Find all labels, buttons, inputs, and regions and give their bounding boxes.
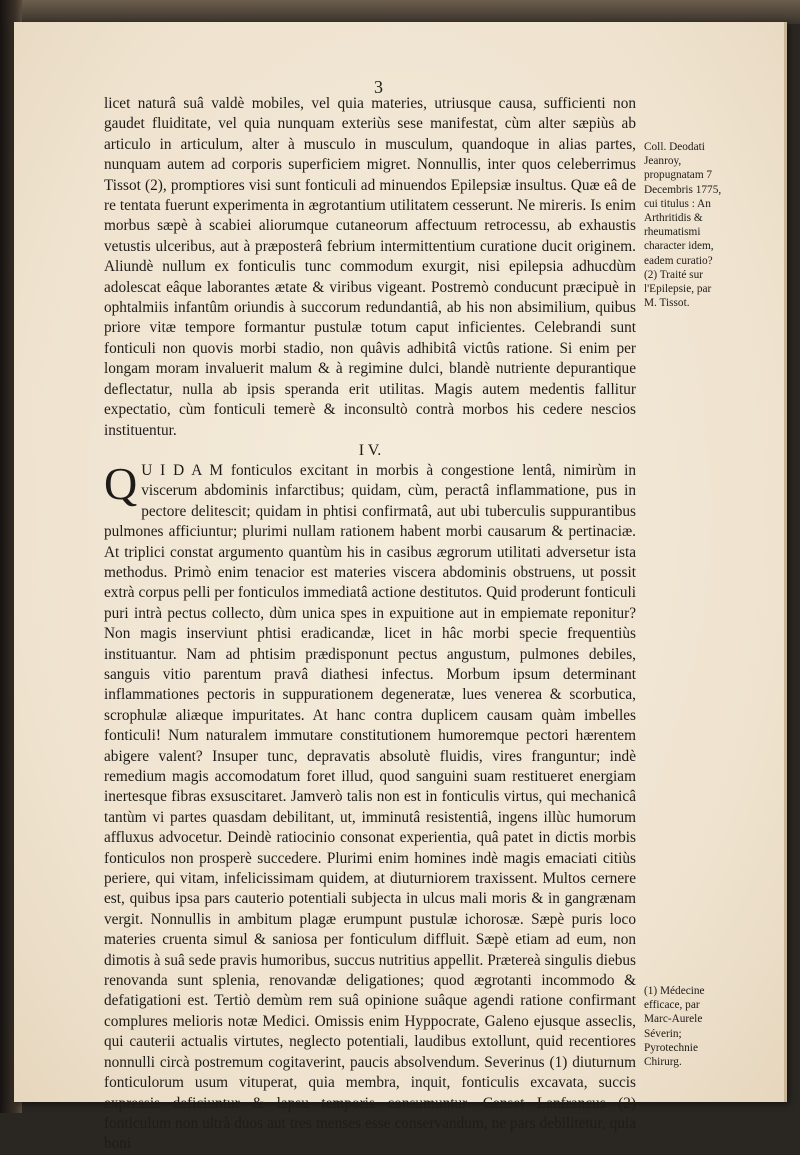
drop-cap: Q — [104, 457, 138, 509]
margin-note-severin — [644, 984, 726, 1069]
main-text-column — [104, 94, 636, 1155]
paragraph-opening-word: U I D A M — [141, 461, 223, 479]
margin-note-text: (1) Médecine efficace, par Marc-Aurele Séverin; Pyrotechnie Chirurg. — [644, 985, 705, 1069]
paragraph-continued: licet naturâ suâ valdè mobiles, vel quia materies, utriusque causa, sufficienti non gaudet fluiditate, vel quia nunquam exteriùs sese manifestat, cùm alter sæpiùs ab articulo in articulum, alter à musculo in musculum, quandoque in alias partes, nunquam autem ad corporis superficiem migret. Nonnullis, inter quos celeberrimus Tissot (2), promptiores visi sunt fonticuli ad minuendos Epilepsiæ insultus. Quæ eâ de re tentata fuerunt experimenta in ægrotantium utilitatem cesserunt. Ne mireris. Is enim morbus sæpè à scabiei aliorumque cutaneorum affectuum retrocessu, ab exhaustis vetustis ulceribus, aut à præposterâ febrium intermittentium curatione ducit originem. Aliundè nullum ex fonticulis tunc commodum exurgit, nisi epilepsia adhucdùm adolescat eâque laborantes ætate & viribus vigeant. Postremò conducunt præcipuè in ophtalmiis infantûm oriundis à succorum redundantiâ, ab his non absimilium, quibus priore vitæ tempore formantur pustulæ totum caput inficientes. Celebrandi sunt fonticuli non quovis morbi stadio, non quâvis adhibitâ victûs ratione. Si enim per longam moram invaluerit malum & à regimine dulci, blandè nutriente depurantique deflectatur, nulla ab ipsis speranda erit utilitas. Magis autem medentis fallitur expectatio, cùm fonticuli temerè & inconsultò contrà morbos his cedere nescios instituentur. — [104, 95, 636, 439]
page-number: 3 — [374, 77, 383, 97]
margin-note-citation — [644, 140, 726, 268]
margin-note-text: (2) Traité sur l'Epilepsie, par M. Tissot. — [644, 269, 712, 310]
section-heading: I V. — [358, 441, 382, 459]
paragraph-section-iv — [104, 457, 636, 1155]
margin-note-tissot — [644, 268, 726, 311]
document-page — [14, 22, 787, 1153]
paragraph-body: fonticulos excitant in morbis à congestione lentâ, nimirùm in viscerum abdominis infarctibus; quidam, cùm, peractâ inflammatione, pus in pectore delitescit; quidam in phtisi confirmatâ, aut ubi tuberculis suppurantibus pulmones afficiuntur; plurimi nullam rationem habent morbi causarum & pertinaciæ. At triplici constat argumento quantùm his in casibus ægrorum utilitati adversetur ista methodus. Primò enim tenacior est materies viscera abdominis obstruens, ut possit extrà corpus pelli per fonticulos immediatâ actione destitutos. Quid proderunt fonticuli puri intrà pectus collecto, dùm unica spes in expuitione aut in empiemate reponitur? Non magis inserviunt phtisi eradicandæ, licet in hâc morbi specie frequentiùs instituantur. Nam ad phtisim prædisponunt pectus angustum, pulmones debiles, sanguis vitio parentum pravâ diathesi infectus. Morbum ipsum determinant inflammationes pectoris in suppurationem degeneratæ, lues venerea & scorbutica, scrophulæ aliæque impuritates. At hanc contra duplicem causam quàm imbelles fonticuli! Num naturalem immutare constitutionem humoremque pectori hærentem abigere valent? Insuper tunc, depravatis absolutè fluidis, vires franguntur; indè remedium magis accomodatum foret illud, quod sanguini suam restitueret energiam inertesque fibras exsuscitaret. Jamverò talis non est in fonticulis virtus, qui mechanicâ tantùm vi partes quasdam debilitant, ut, imminutâ resistentiâ, ingens illùc humorum affluxus advocetur. Deindè ratiocinio consonat experientia, quâ patet in dictis morbis fonticulos non prosperè succedere. Plurimi enim homines indè magis emaciati citiùs periere, qui vitam, infelicissimam quidem, at diuturniorem traxissent. Multos cernere est, quibus ipsa pars cauterio potentiali subjecta in ulcus mali moris & in gangrænam vergit. Nonnullis in ambitum plagæ erumpunt pustulæ ichorosæ. Sæpè puris loco materies cruenta simul & saniosa per fonticulum diffluit. Sæpè etiam ad eum, non dimotis à suâ sede pravis humoribus, succus nutritius appellit. Prætereà singulis diebus renovanda sunt splenia, renovandæ deligationes; quod ægrotanti incommodo & defatigationi est. Tertiò demùm rem suâ opinione suâque agendi ratione confirmant complures melioris notæ Medici. Omissis enim Hyppocrate, Galeno ejusque asseclis, qui cauterii actualis virtutes, neglecto potentiali, laudibus extollunt, quid recentiores nonnulli circà postremum cogitaverint, paucis absolvendum. Severinus (1) diuturnum fonticulorum usum vituperat, quia membra, inquit, fonticulis excavata, succis expressis deficiuntur & lapsu temporis consumuntur. Censet Lanfrancus (2) fonticulum non ultrà duos aut tres menses esse conservandum, ne pars debilitetur, quia boni — [104, 461, 636, 1153]
book-top-edge — [0, 0, 800, 24]
margin-note-text: Coll. Deodati Jeanroy, propugnatam 7 Decembris 1775, cui titulus : An Arthritidis & rheumatismi character idem, eadem curatio? — [644, 141, 722, 267]
